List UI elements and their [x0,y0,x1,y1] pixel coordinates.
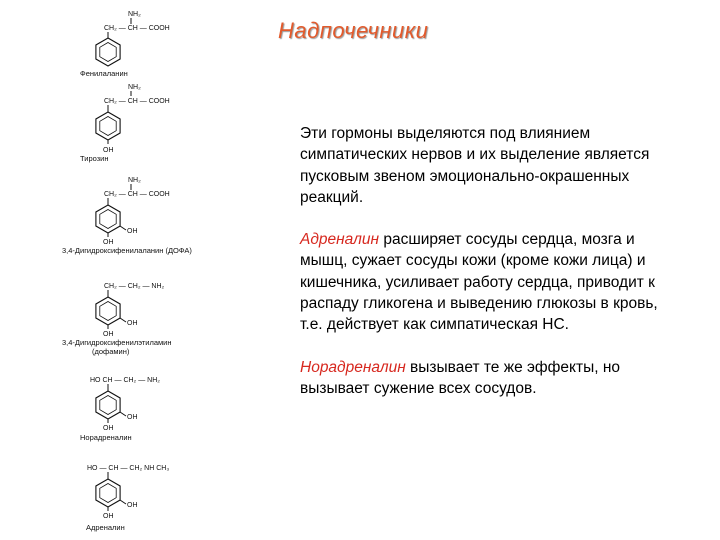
adrenaline-term: Адреналин [300,231,380,249]
compound-name: 3,4-Дигидроксифенилэтиламин [62,338,172,347]
noradrenaline-description: вызывает те же эффекты, но вызывает сужение всех сосудов. [300,358,621,397]
svg-text:OH: OH [127,414,138,421]
noradrenaline-term: Норадреналин [300,358,406,376]
svg-text:NH₂: NH₂ [128,84,141,91]
noradrenaline-paragraph [300,357,660,400]
svg-text:OH: OH [103,147,114,154]
adrenaline-paragraph [300,229,660,335]
compound-name: Фенилаланин [80,69,128,78]
svg-text:CH₂ — CH — COOH: CH₂ — CH — COOH [104,191,170,198]
compound-name: 3,4-Дигидроксифенилаланин (ДОФА) [62,246,192,255]
compound-name: Норадреналин [80,433,132,442]
catecholamine-pathway-diagram [0,0,280,540]
svg-text:NH₂: NH₂ [128,177,141,184]
svg-text:OH: OH [103,513,114,520]
svg-text:CH₂ — CH — COOH: CH₂ — CH — COOH [104,25,170,32]
noradrenaline-structure [80,377,160,442]
phenylalanine-structure [80,11,170,78]
intro-paragraph: Эти гормоны выделяются под влиянием симпатических нервов и их выделение является пусковым звеном эмоционально-окрашенных реакций. [300,125,650,206]
svg-text:HO CH — CH₂ — NH₂: HO CH — CH₂ — NH₂ [90,377,160,384]
svg-text:HO — CH — CH₂ NH CH₃: HO — CH — CH₂ NH CH₃ [87,465,170,472]
svg-text:OH: OH [103,239,114,246]
svg-text:OH: OH [127,502,138,509]
svg-text:OH: OH [127,320,138,327]
tyrosine-structure [80,84,170,163]
svg-text:NH₂: NH₂ [128,11,141,18]
dopamine-structure [62,283,172,356]
dopa-structure [62,177,192,255]
svg-text:OH: OH [103,331,114,338]
svg-text:OH: OH [103,425,114,432]
body-text [300,123,660,420]
compound-name: (дофамин) [92,347,130,356]
svg-text:OH: OH [127,228,138,235]
adrenaline-description: расширяет сосуды сердца, мозга и мышц, сужает сосуды кожи (кроме кожи лица) и кишечника, усиливает работу сердца, приводит к распаду гликогена и выведению глюкозы в кровь, т.е. действует как симпатическая НС. [300,231,658,334]
compound-name: Адреналин [86,523,125,532]
slide-title: Надпочечники [278,18,429,43]
svg-text:CH₂ — CH — COOH: CH₂ — CH — COOH [104,98,170,105]
compound-name: Тирозин [80,154,109,163]
svg-text:CH₂ — CH₂ — NH₂: CH₂ — CH₂ — NH₂ [104,283,165,290]
adrenaline-structure [86,465,169,532]
